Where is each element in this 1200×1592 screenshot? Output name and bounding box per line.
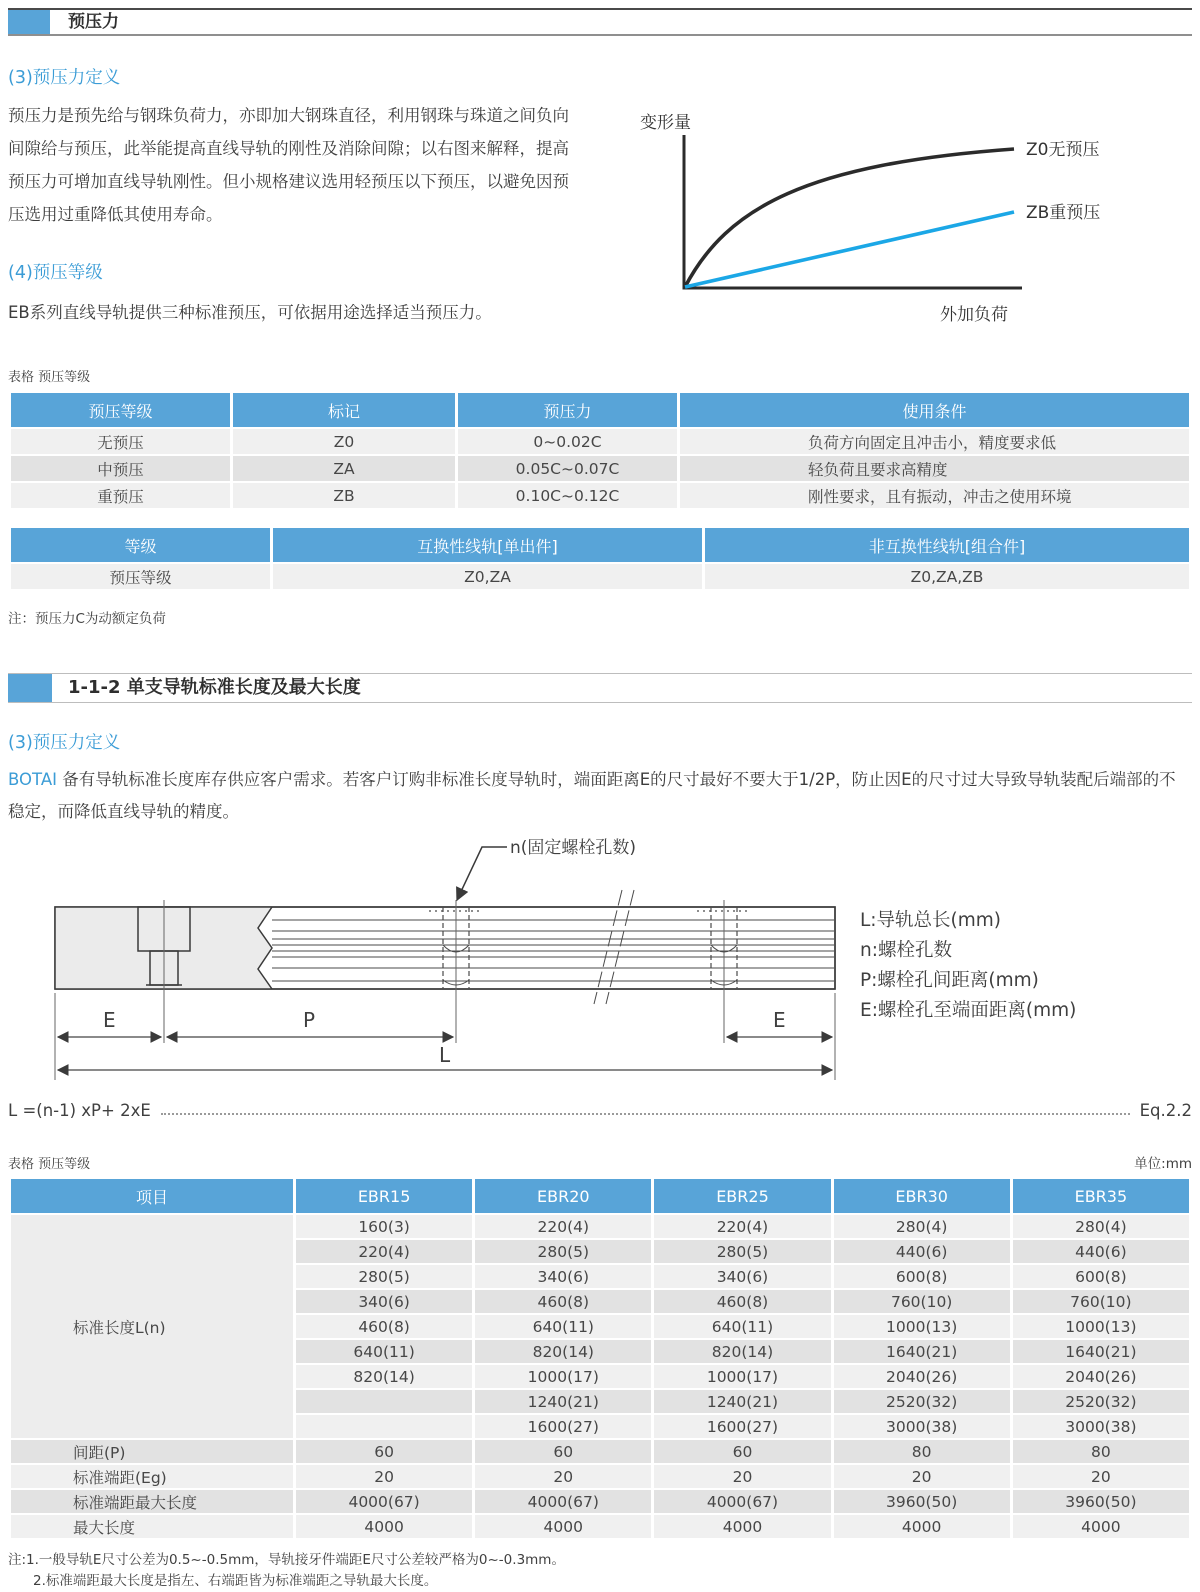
table-row [10,455,1191,482]
column-header: EBR25 [653,1178,832,1214]
table-row [10,1514,1191,1539]
page-title-band [8,8,1192,36]
table-row [10,482,1191,509]
page-title: 预压力 [68,12,119,32]
table-cell: 460(8) [295,1314,474,1339]
table3-caption-row [8,1152,1192,1172]
rail-groove-lines [272,920,834,981]
table-row [10,527,1191,563]
table-cell: 20 [295,1464,474,1489]
table-cell: 820(14) [653,1339,832,1364]
merged-row-label: 标准长度L(n) [10,1214,295,1439]
table-cell: 760(10) [832,1289,1011,1314]
table-cell: 820(14) [295,1364,474,1389]
chart-series-label-z0: Z0无预压 [1026,140,1100,160]
accent-block [8,10,50,34]
table-cell: 3000(38) [832,1414,1011,1439]
table-cell: 460(8) [474,1289,653,1314]
table-cell: 3000(38) [1011,1414,1190,1439]
column-header: EBR20 [474,1178,653,1214]
table-cell: 1000(17) [474,1364,653,1389]
footnote-2: 2.标准端距最大长度是指左、右端距皆为标准端距之导轨最大长度。 [33,1573,438,1589]
table-row [10,1178,1191,1214]
chart-series-label-zb: ZB重预压 [1026,203,1101,223]
column-header: EBR30 [832,1178,1011,1214]
table-cell: 440(6) [832,1239,1011,1264]
table-cell: 1000(17) [653,1364,832,1389]
table-row [10,1214,1191,1239]
brand-name: BOTAI [8,770,57,789]
footnotes [8,1550,1192,1592]
table-cell: 280(4) [832,1214,1011,1239]
table-cell: 2040(26) [832,1364,1011,1389]
legend-line-l: L:导轨总长(mm) [860,910,1002,931]
table-cell: 20 [832,1464,1011,1489]
table-row [10,428,1191,455]
table-cell: 1640(21) [1011,1339,1190,1364]
column-header: 预压等级 [10,392,232,428]
table-cell: 280(5) [474,1239,653,1264]
table-cell: 重预压 [10,482,232,509]
table-cell: 60 [474,1439,653,1464]
table-cell: Z0,ZA,ZB [704,563,1191,590]
column-header: EBR35 [1011,1178,1190,1214]
table-cell: 1000(13) [1011,1314,1190,1339]
table-cell: ZB [232,482,457,509]
table-cell [295,1414,474,1439]
section-112-band [8,673,1192,703]
table-row [10,1489,1191,1514]
column-header: EBR15 [295,1178,474,1214]
table-cell: 340(6) [295,1289,474,1314]
intro-text-column [8,64,583,328]
interchangeability-table [8,526,1192,591]
table-cell: 340(6) [653,1264,832,1289]
table-cell: 轻负荷且要求高精度 [679,455,1191,482]
table-cell: 2040(26) [1011,1364,1190,1389]
table-cell: 460(8) [653,1289,832,1314]
column-header: 项目 [10,1178,295,1214]
table-row [10,392,1191,428]
table-row [10,1464,1191,1489]
table-cell: 220(4) [653,1214,832,1239]
chart-line-zb [685,212,1014,287]
table-cell: 4000(67) [474,1489,653,1514]
table-cell: 4000 [653,1514,832,1539]
table-cell: 80 [832,1439,1011,1464]
table-cell: 280(4) [1011,1214,1190,1239]
paragraph-standard-length [8,764,1192,828]
table-cell: 280(5) [295,1264,474,1289]
table-cell: 220(4) [474,1214,653,1239]
column-header: 非互换性线轨[组合件] [704,527,1191,563]
table-cell: ZA [232,455,457,482]
row-label: 间距(P) [10,1439,295,1464]
table1-caption: 表格 预压等级 [8,370,91,385]
table-cell: 0.10C~0.12C [457,482,679,509]
table-cell: 中预压 [10,455,232,482]
table-cell: 3960(50) [832,1489,1011,1514]
table-cell: 640(11) [653,1314,832,1339]
table-cell: 20 [653,1464,832,1489]
table-cell: 340(6) [474,1264,653,1289]
column-header: 互换性线轨[单出件] [272,527,704,563]
column-header: 使用条件 [679,392,1191,428]
heading-preload-definition-2: (3)预压力定义 [8,733,121,753]
chart-axes [684,135,1022,288]
legend-line-e: E:螺栓孔至端面距离(mm) [860,1000,1077,1021]
dim-label-e-left: E [103,1008,116,1032]
table2-head [10,527,1191,563]
table-cell: 220(4) [295,1239,474,1264]
table-cell: 640(11) [295,1339,474,1364]
table-cell: 1000(13) [832,1314,1011,1339]
table-cell: 0~0.02C [457,428,679,455]
equation-tag: Eq.2.2 [1139,1101,1192,1120]
table-cell: 1600(27) [474,1414,653,1439]
table-cell: 20 [1011,1464,1190,1489]
legend-line-p: P:螺栓孔间距离(mm) [860,970,1039,991]
table1-body [10,428,1191,509]
table-cell: 4000 [474,1514,653,1539]
callout-leader-line [457,847,507,900]
table-cell: 1600(27) [653,1414,832,1439]
chart-x-axis-label: 外加负荷 [940,305,1008,325]
table-cell: 60 [295,1439,474,1464]
column-header: 等级 [10,527,272,563]
table3-unit-label: 单位:mm [1134,1156,1192,1172]
row-label: 标准端距(Eg) [10,1464,295,1489]
table-cell: 440(6) [1011,1239,1190,1264]
table-cell: 2520(32) [1011,1389,1190,1414]
table-cell: 4000(67) [295,1489,474,1514]
table-cell: 0.05C~0.07C [457,455,679,482]
bolt-hole-count-callout: n(固定螺栓孔数) [510,838,637,858]
table-cell: 1240(21) [474,1389,653,1414]
legend-line-n: n:螺栓孔数 [860,940,952,961]
row-label: 标准端距最大长度 [10,1489,295,1514]
dim-label-e-right: E [773,1008,786,1032]
table-cell: 4000 [295,1514,474,1539]
standard-length-table [8,1177,1192,1540]
table-cell [295,1389,474,1414]
table-cell: 预压等级 [10,563,272,590]
heading-preload-grades: (4)预压等级 [8,263,103,283]
table-cell: 负荷方向固定且冲击小，精度要求低 [679,428,1191,455]
table-cell: 600(8) [832,1264,1011,1289]
table-cell: 2520(32) [832,1389,1011,1414]
table-cell: 80 [1011,1439,1190,1464]
table-cell: 4000(67) [653,1489,832,1514]
table-cell: 3960(50) [1011,1489,1190,1514]
table-cell: 640(11) [474,1314,653,1339]
table-cell: Z0,ZA [272,563,704,590]
table-cell: 无预压 [10,428,232,455]
column-header: 预压力 [457,392,679,428]
dim-label-p: P [303,1008,316,1032]
table3-body [10,1214,1191,1539]
paragraph-preload-definition: 预压力是预先给与钢珠负荷力，亦即加大钢珠直径，利用钢珠与珠道之间负向间隙给与预压，此举能提高直线导轨的刚性及消除间隙；以右图来解释，提高预压力可增加直线导轨刚性。但小规格建议选用轻预压以下预压，以避免因预压选用过重降低其使用寿命。 [8,106,569,224]
accent-block [8,674,52,702]
table-row [10,1439,1191,1464]
table-cell: 刚性要求，且有振动，冲击之使用环境 [679,482,1191,509]
length-equation-row [8,1101,1192,1120]
table-cell: 4000 [832,1514,1011,1539]
section-112-title: 1-1-2 单支导轨标准长度及最大长度 [68,677,361,698]
table-cell: 1240(21) [653,1389,832,1414]
column-header: 标记 [232,392,457,428]
paragraph-standard-length-text: 备有导轨标准长度库存供应客户需求。若客户订购非标准长度导轨时，端面距离E的尺寸最好不要大于1/2P，防止因E的尺寸过大导致导轨装配后端部的不稳定，而降低直线导轨的精度。 [8,770,1176,821]
table-cell: 60 [653,1439,832,1464]
preload-grade-table [8,391,1192,510]
table3-caption: 表格 预压等级 [8,1157,91,1172]
chart-y-axis-label: 变形量 [640,113,691,133]
heading-preload-definition: (3)预压力定义 [8,68,121,88]
table-row [10,563,1191,590]
table-cell: 820(14) [474,1339,653,1364]
deflection-load-chart [632,102,1192,337]
equation-dotted-leader [161,1113,1130,1115]
table-cell: 600(8) [1011,1264,1190,1289]
table-cell: Z0 [232,428,457,455]
dim-label-l: L [439,1043,451,1067]
paragraph-preload-grades: EB系列直线导轨提供三种标准预压，可依据用途选择适当预压力。 [8,303,492,322]
table2-body [10,563,1191,590]
intro-section [8,64,1192,352]
table-cell: 280(5) [653,1239,832,1264]
equation-formula: L =(n-1) xP+ 2xE [8,1101,151,1120]
row-label: 最大长度 [10,1514,295,1539]
chart-curve-z0 [685,149,1014,287]
table-cell: 1640(21) [832,1339,1011,1364]
table3-head [10,1178,1191,1214]
table1-head [10,392,1191,428]
table-cell: 760(10) [1011,1289,1190,1314]
table2-note: 注：预压力C为动额定负荷 [8,611,166,627]
rail-dimension-diagram [8,830,1192,1093]
table-cell: 160(3) [295,1214,474,1239]
footnote-1: 注:1.一般导轨E尺寸公差为0.5~-0.5mm，导轨接牙件端距E尺寸公差较严格为0~-0.3mm。 [8,1552,565,1568]
table-cell: 20 [474,1464,653,1489]
table-cell: 4000 [1011,1514,1190,1539]
